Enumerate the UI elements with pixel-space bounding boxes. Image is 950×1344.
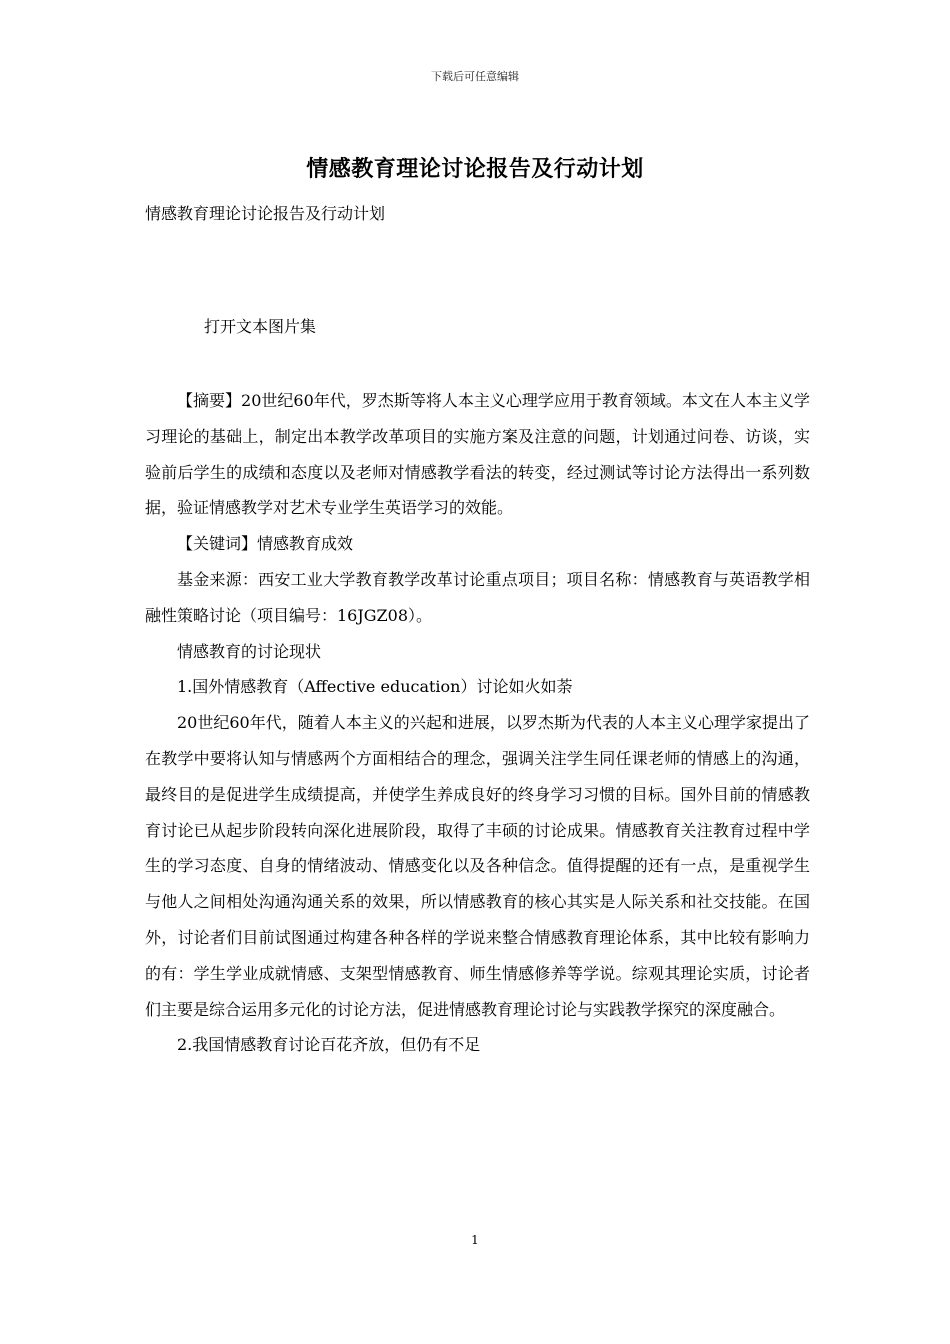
document-body [145,383,810,1063]
header-note: 下载后可任意编辑 [431,70,519,83]
open-image-gallery-link[interactable]: 打开文本图片集 [204,317,317,336]
page-number: 1 [471,1233,479,1247]
abstract-paragraph: 【摘要】20世纪60年代，罗杰斯等将人本主义心理学应用于教育领域。本文在人本主义学习理论的基础上，制定出本教学改革项目的实施方案及注意的问题，计划通过问卷、访谈，实验前后学生的成绩和态度以及老师对情感教学看法的转变，经过测试等讨论方法得出一系列数据，验证情感教学对艺术专业学生英语学习的效能。 [145,391,810,518]
body-paragraph: 20世纪60年代，随着人本主义的兴起和进展，以罗杰斯为代表的人本主义心理学家提出了在教学中要将认知与情感两个方面相结合的理念，强调关注学生同任课老师的情感上的沟通，最终目的是促进学生成绩提高，并使学生养成良好的终身学习习惯的目标。国外目前的情感教育讨论已从起步阶段转向深化进展阶段，取得了丰硕的讨论成果。情感教育关注教育过程中学生的学习态度、自身的情绪波动、情感变化以及各种信念。值得提醒的还有一点，是重视学生与他人之间相处沟通沟通关系的效果，所以情感教育的核心其实是人际关系和社交技能。在国外，讨论者们目前试图通过构建各种各样的学说来整合情感教育理论体系，其中比较有影响力的有：学生学业成就情感、支架型情感教育、师生情感修养等学说。综观其理论实质，讨论者们主要是综合运用多元化的讨论方法，促进情感教育理论讨论与实践教学探究的深度融合。 [145,713,810,1019]
section-heading: 情感教育的讨论现状 [177,641,322,661]
subsection-heading-2: 2.我国情感教育讨论百花齐放，但仍有不足 [177,1035,481,1055]
keywords-paragraph: 【关键词】情感教育成效 [177,534,354,554]
document-title: 情感教育理论讨论报告及行动计划 [306,157,644,182]
document-subtitle: 情感教育理论讨论报告及行动计划 [145,204,386,223]
subsection-heading-1: 1.国外情感教育（Affective education）讨论如火如荼 [177,677,573,697]
funding-paragraph: 基金来源：西安工业大学教育教学改革讨论重点项目；项目名称：情感教育与英语教学相融性策略讨论（项目编号：16JGZ08）。 [145,569,810,625]
